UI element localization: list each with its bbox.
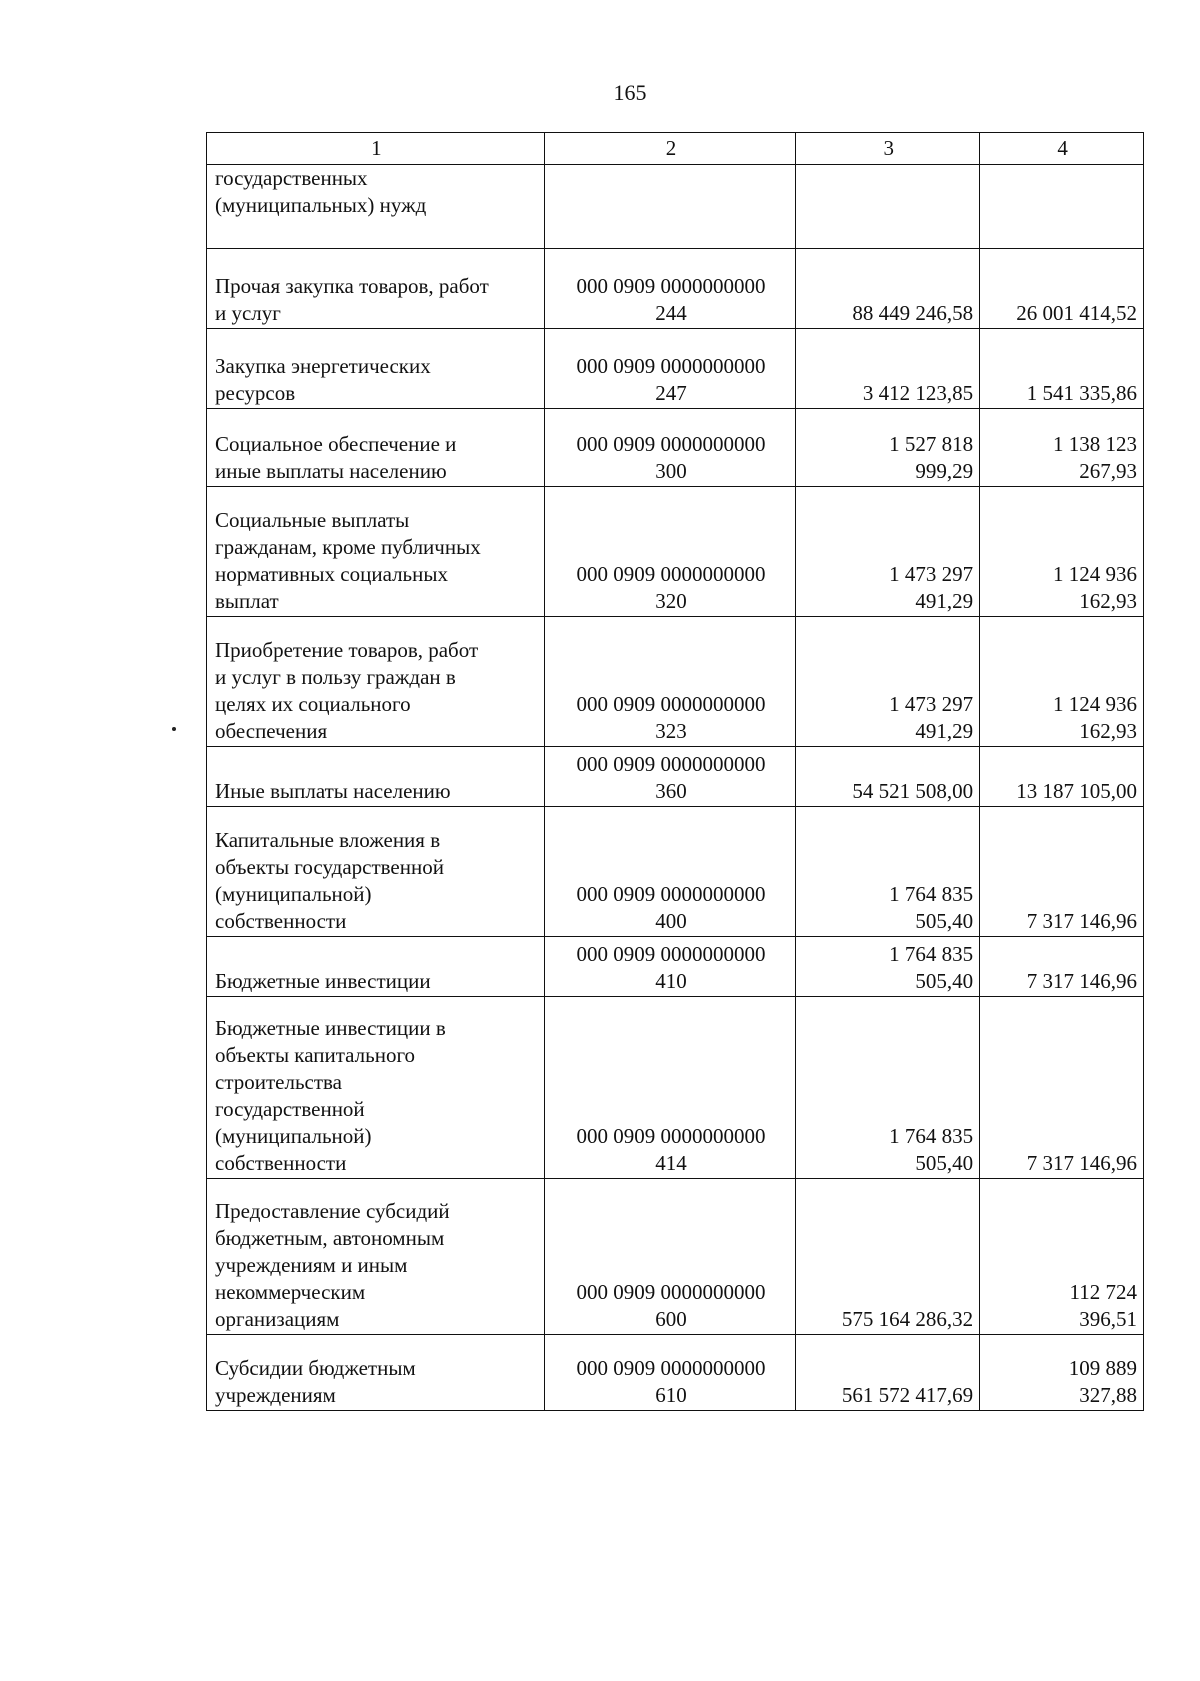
row-name-cell: государственных (муниципальных) нужд <box>207 165 545 249</box>
row-name-cell: Социальные выплаты гражданам, кроме публичных нормативных социальных выплат <box>207 487 545 617</box>
row-col3-cell: 1 764 835 505,40 <box>796 807 980 937</box>
page-number: 165 <box>613 80 647 105</box>
row-col3-cell: 54 521 508,00 <box>796 747 980 807</box>
row-name-cell: Предоставление субсидий бюджетным, автономным учреждениям и иным некоммерческим организациям <box>207 1179 545 1335</box>
row-code-cell: 000 0909 0000000000 414 <box>544 997 796 1179</box>
header-col-4: 4 <box>980 133 1144 165</box>
row-col3-cell: 1 473 297 491,29 <box>796 617 980 747</box>
table-row <box>207 937 1144 997</box>
row-code-cell: 000 0909 0000000000 360 <box>544 747 796 807</box>
table-row <box>207 329 1144 409</box>
row-col4-cell: 112 724 396,51 <box>980 1179 1144 1335</box>
table-row <box>207 747 1144 807</box>
row-col4-cell: 7 317 146,96 <box>980 807 1144 937</box>
table-row <box>207 165 1144 249</box>
row-col4-cell: 13 187 105,00 <box>980 747 1144 807</box>
row-name-cell: Бюджетные инвестиции в объекты капитального строительства государственной (муниципальной) собственности <box>207 997 545 1179</box>
table-row <box>207 487 1144 617</box>
table-row <box>207 249 1144 329</box>
row-col4-cell: 7 317 146,96 <box>980 937 1144 997</box>
row-code-cell: 000 0909 0000000000 600 <box>544 1179 796 1335</box>
row-col4-cell: 1 138 123 267,93 <box>980 409 1144 487</box>
row-col4-cell <box>980 165 1144 249</box>
row-code-cell: 000 0909 0000000000 320 <box>544 487 796 617</box>
row-name-cell: Субсидии бюджетным учреждениям <box>207 1335 545 1411</box>
header-col-1: 1 <box>207 133 545 165</box>
row-col4-cell: 1 124 936 162,93 <box>980 487 1144 617</box>
row-col4-cell: 7 317 146,96 <box>980 997 1144 1179</box>
table-row <box>207 1335 1144 1411</box>
row-col3-cell: 1 527 818 999,29 <box>796 409 980 487</box>
scan-speck <box>172 727 176 731</box>
row-name-cell: Капитальные вложения в объекты государственной (муниципальной) собственности <box>207 807 545 937</box>
row-name-cell: Закупка энергетических ресурсов <box>207 329 545 409</box>
row-code-cell: 000 0909 0000000000 323 <box>544 617 796 747</box>
table-row <box>207 409 1144 487</box>
budget-table <box>206 132 1144 1411</box>
row-col4-cell: 109 889 327,88 <box>980 1335 1144 1411</box>
row-col3-cell <box>796 165 980 249</box>
table-row <box>207 997 1144 1179</box>
table-body <box>207 165 1144 1411</box>
table-row <box>207 1179 1144 1335</box>
row-col3-cell: 1 473 297 491,29 <box>796 487 980 617</box>
row-name-cell: Приобретение товаров, работ и услуг в пользу граждан в целях их социального обеспечения <box>207 617 545 747</box>
row-name-cell: Бюджетные инвестиции <box>207 937 545 997</box>
row-name-cell: Иные выплаты населению <box>207 747 545 807</box>
row-col3-cell: 3 412 123,85 <box>796 329 980 409</box>
row-code-cell: 000 0909 0000000000 247 <box>544 329 796 409</box>
row-col4-cell: 26 001 414,52 <box>980 249 1144 329</box>
row-name-cell: Прочая закупка товаров, работ и услуг <box>207 249 545 329</box>
row-col3-cell: 1 764 835 505,40 <box>796 997 980 1179</box>
row-col4-cell: 1 541 335,86 <box>980 329 1144 409</box>
row-col3-cell: 575 164 286,32 <box>796 1179 980 1335</box>
row-code-cell: 000 0909 0000000000 400 <box>544 807 796 937</box>
header-col-3: 3 <box>796 133 980 165</box>
row-col3-cell: 561 572 417,69 <box>796 1335 980 1411</box>
table-row <box>207 617 1144 747</box>
header-col-2: 2 <box>544 133 796 165</box>
row-col4-cell: 1 124 936 162,93 <box>980 617 1144 747</box>
row-col3-cell: 88 449 246,58 <box>796 249 980 329</box>
table-row <box>207 807 1144 937</box>
row-code-cell: 000 0909 0000000000 410 <box>544 937 796 997</box>
row-col3-cell: 1 764 835 505,40 <box>796 937 980 997</box>
row-code-cell: 000 0909 0000000000 300 <box>544 409 796 487</box>
row-code-cell: 000 0909 0000000000 610 <box>544 1335 796 1411</box>
table-header-row <box>207 133 1144 165</box>
row-name-cell: Социальное обеспечение и иные выплаты населению <box>207 409 545 487</box>
row-code-cell <box>544 165 796 249</box>
row-code-cell: 000 0909 0000000000 244 <box>544 249 796 329</box>
